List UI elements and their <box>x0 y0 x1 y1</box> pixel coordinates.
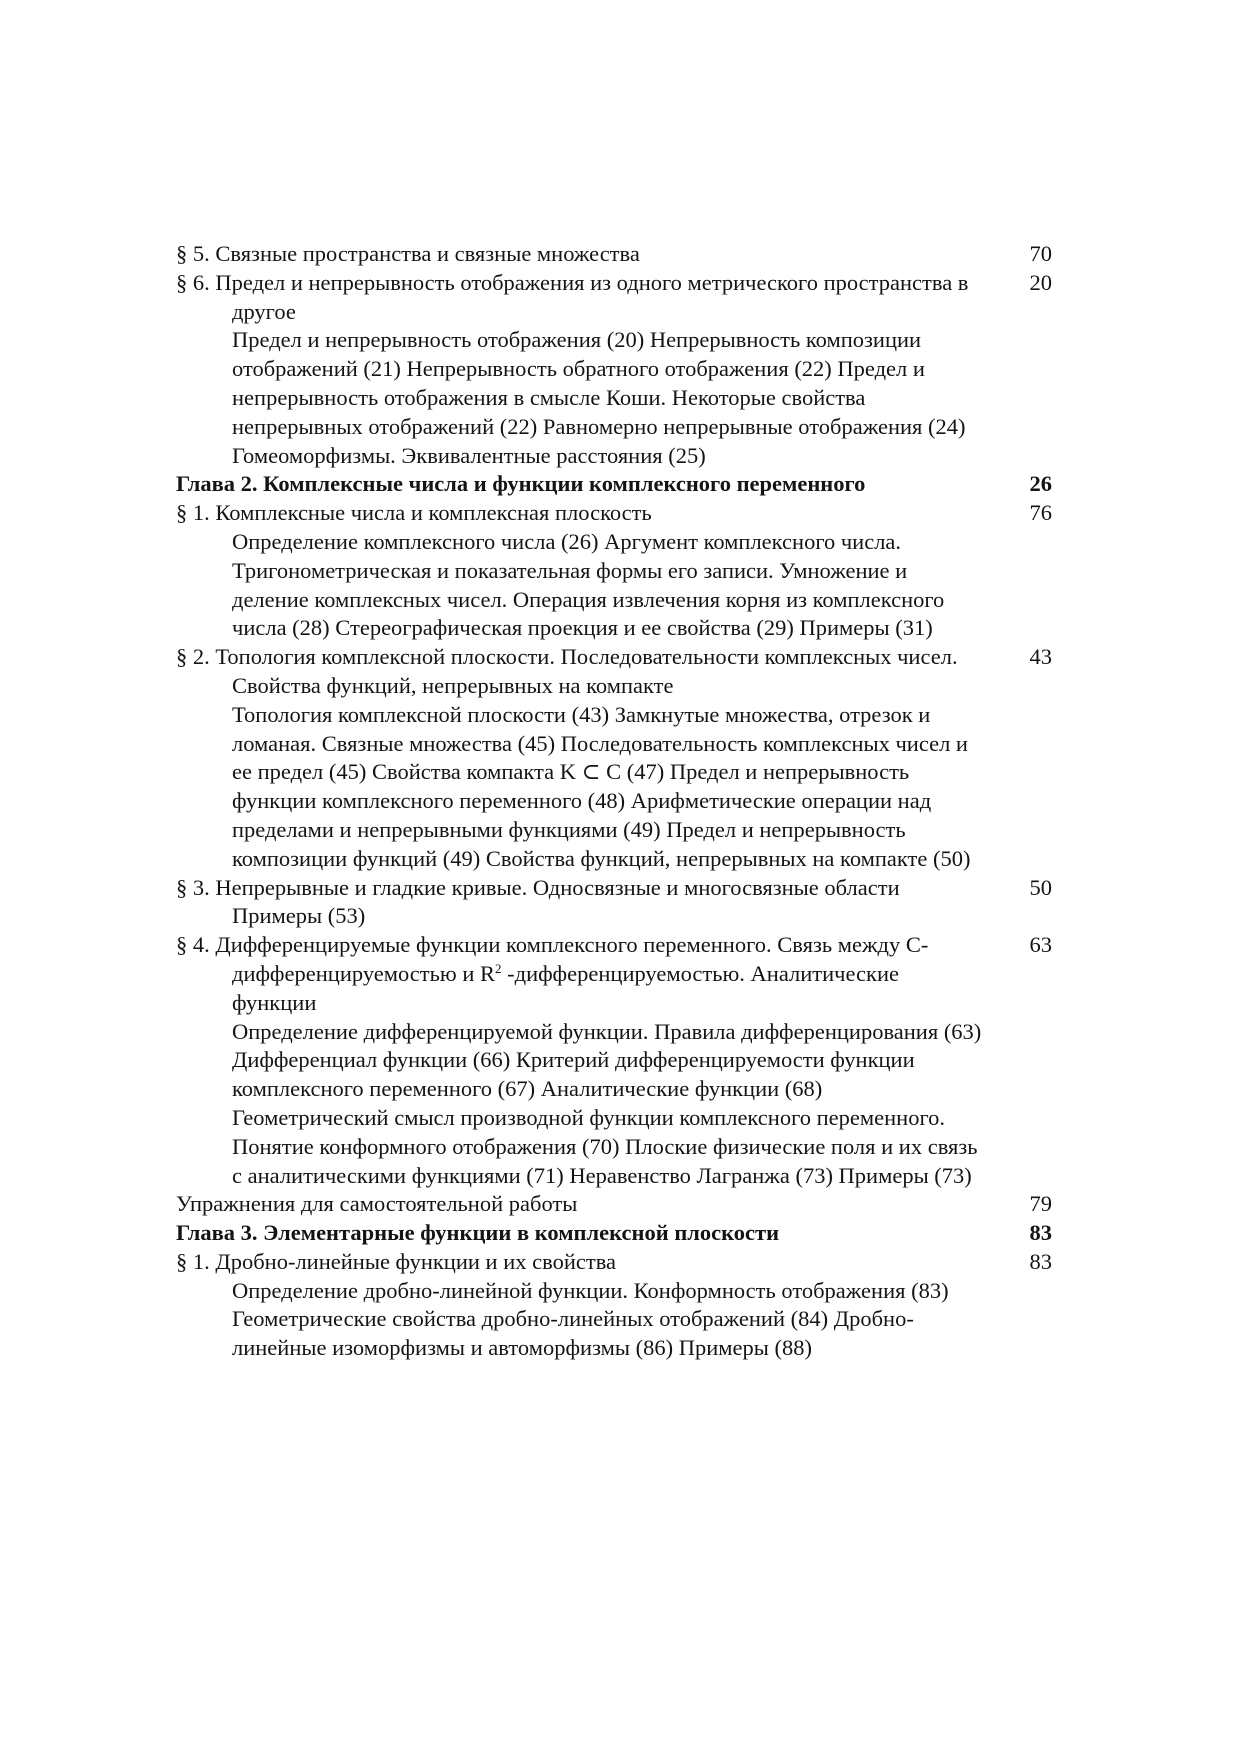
toc-page-number: 83 <box>1029 1248 1052 1274</box>
toc-entry-description: Определение комплексного числа (26) Аргумент комплексного числа. Тригонометрическая и показательная формы его записи. Умножение и деление комплексных чисел. Операция извлечения корня из комплексного числа (28) Стереографическая проекция и ее свойства (29) Примеры (31) <box>232 528 945 641</box>
toc-page-number: 20 <box>1029 269 1052 295</box>
toc-entry-ch2-section-2 <box>176 643 1052 701</box>
toc-page-number: 70 <box>1029 241 1052 266</box>
toc-page-number: 63 <box>1029 932 1052 958</box>
toc-page-number: 83 <box>1029 1220 1052 1246</box>
toc-entry-description: Определение дробно-линейной функции. Конформность отображения (83) Геометрические свойства дробно-линейных отображений (84) Дробно-линейные изоморфизмы и автоморфизмы (86) Примеры (88) <box>232 1277 949 1361</box>
toc-entry-ch2-section-4 <box>176 931 1052 1017</box>
toc-entry-ch2-section-1 <box>176 499 1052 528</box>
toc-entry-description: Топология комплексной плоскости (43) Замкнутые множества, отрезок и ломаная. Связные множества (45) Последовательность комплексных чисел и ее предел (45) Свойства компакта K ⊂ C (47) Предел и непрерывность функции комплексного переменного (48) Арифметические операции над пределами и непрерывными функциями (49) Предел и непрерывность композиции функций (49) Свойства функций, непрерывных на компакте (50) <box>232 701 971 871</box>
toc-entry-description: Определение дифференцируемой функции. Правила дифференцирования (63) Дифференциал функции (66) Критерий дифференцируемости функции комплексного переменного (67) Аналитические функции (68) Геометрический смысл производной функции комплексного переменного. Понятие конформного отображения (70) Плоские физические поля и их связь с аналитическими функциями (71) Неравенство Лагранжа (73) Примеры (73) <box>232 1018 982 1188</box>
toc-chapter-3 <box>176 1219 1052 1248</box>
toc-entry-title: § 1. Комплексные числа и комплексная плоскость <box>176 500 652 526</box>
toc-entry-title: § 1. Дробно-линейные функции и их свойства <box>176 1248 617 1274</box>
toc-entry-title-part: § 4. Дифференцируемые функции комплексного переменного. Связь между С-дифференцируемостью и R <box>176 932 929 986</box>
toc-entry-section-5 <box>176 240 1052 269</box>
toc-entry-title: § 2. Топология комплексной плоскости. Последовательности комплексных чисел. Свойства функций, непрерывных на компакте <box>176 644 958 698</box>
toc-entry-title: Упражнения для самостоятельной работы <box>176 1191 578 1217</box>
toc-page-number: 79 <box>1029 1191 1052 1217</box>
toc-entry-title <box>176 931 982 1017</box>
toc-chapter-title: Глава 2. Комплексные числа и функции комплексного переменного <box>176 471 866 497</box>
toc-entry-ch3-section-1 <box>176 1248 1052 1277</box>
toc-entry-title-part: -дифференцируемостью. Аналитические функции <box>232 960 899 1015</box>
toc-page-number: 26 <box>1029 471 1052 497</box>
toc-chapter-2 <box>176 470 1052 499</box>
toc-entry-description: Предел и непрерывность отображения (20) Непрерывность композиции отображений (21) Непрерывность обратного отображения (22) Предел и непрерывность отображения в смысле Коши. Некоторые свойства непрерывных отображений (22) Равномерно непрерывные отображения (24) Гомеоморфизмы. Эквивалентные расстояния (25) <box>232 327 966 468</box>
toc-page-number: 50 <box>1029 874 1052 900</box>
toc-chapter-title: Глава 3. Элементарные функции в комплексной плоскости <box>176 1220 780 1246</box>
toc-entry-title: § 5. Связные пространства и связные множества <box>176 241 640 266</box>
table-of-contents <box>176 240 1052 1363</box>
toc-entry-description: Примеры (53) <box>232 903 366 929</box>
superscript: 2 <box>495 960 502 976</box>
toc-page-number: 43 <box>1029 644 1052 670</box>
toc-entry-section-6 <box>176 269 1052 327</box>
toc-page-number: 76 <box>1029 500 1052 526</box>
toc-entry-title: § 3. Непрерывные и гладкие кривые. Односвязные и многосвязные области <box>176 874 900 900</box>
toc-entry-title: § 6. Предел и непрерывность отображения из одного метрического пространства в другое <box>176 269 969 324</box>
toc-entry-exercises <box>176 1190 1052 1219</box>
toc-entry-ch2-section-3 <box>176 874 1052 903</box>
